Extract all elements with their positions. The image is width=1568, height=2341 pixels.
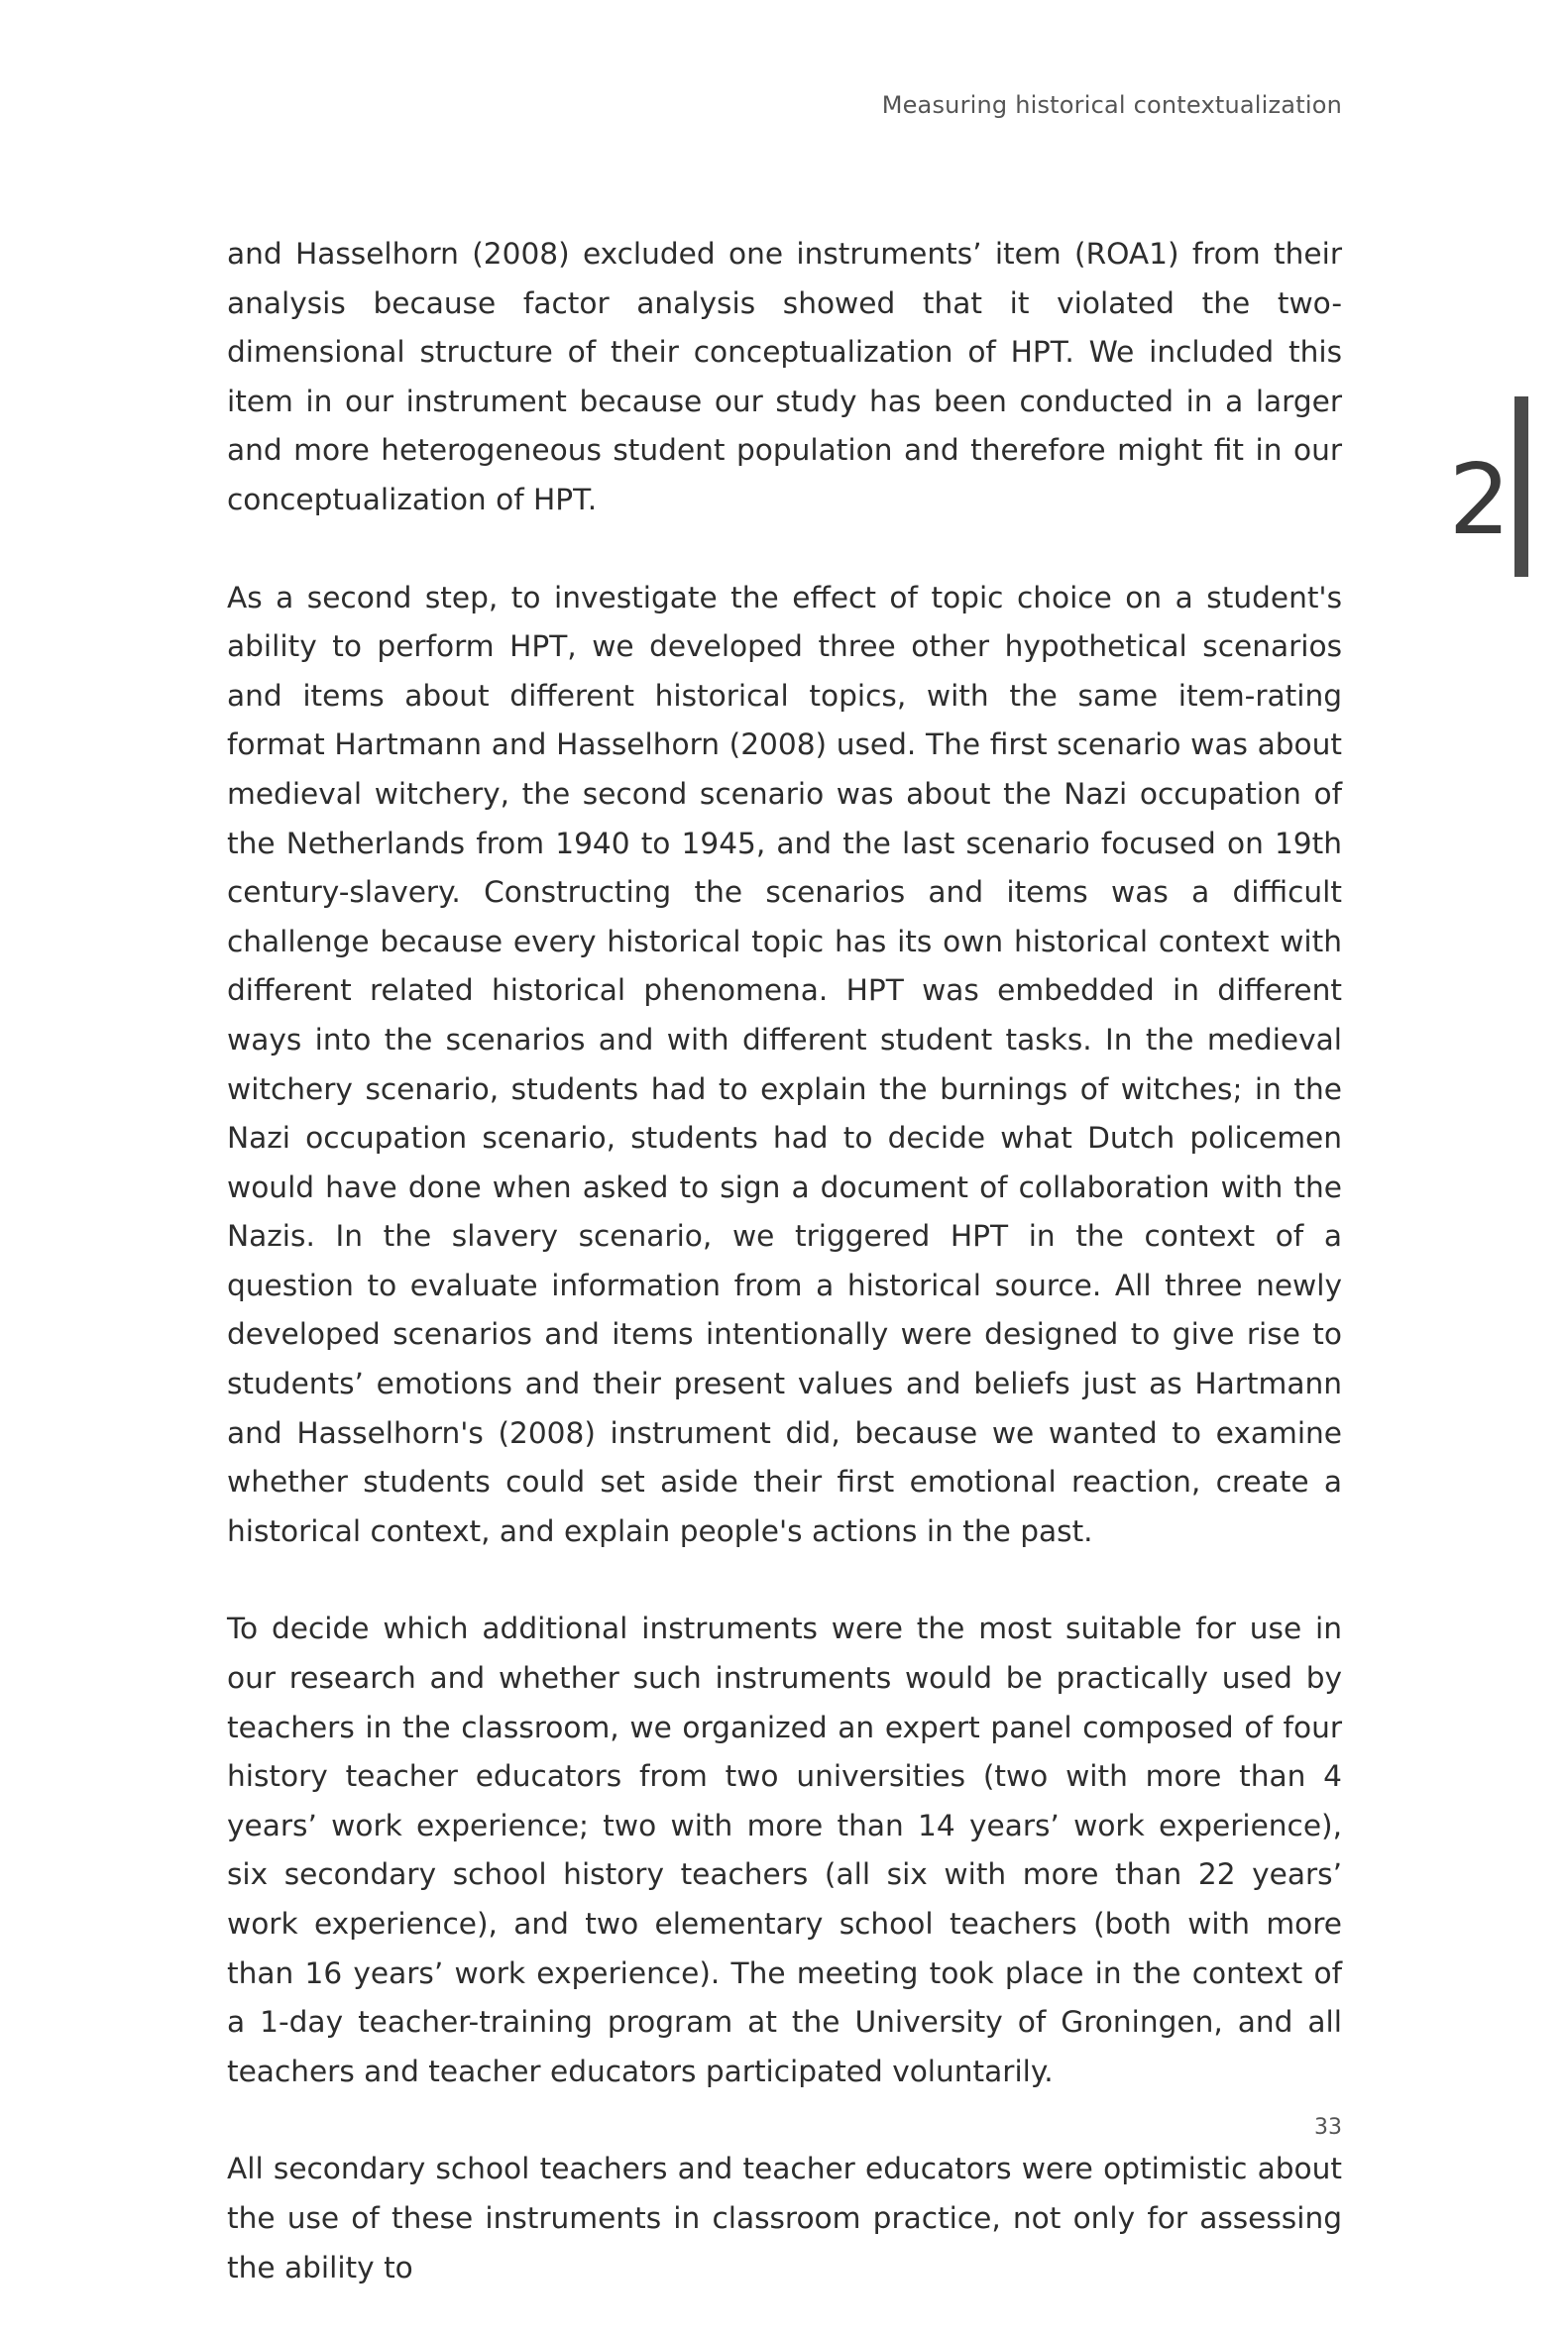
paragraph: To decide which additional instruments were the most suitable for use in our research and whether such instruments would be practically used by teachers in the classroom, we organized an expert panel composed of four history teacher educators from two universities (two with more than 4 years’ work experience; two with more than 14 years’ work experience), six secondary school history teachers (all six with more than 22 years’ work experience), and two elementary school teachers (both with more than 16 years’ work experience). The meeting took place in the context of a 1-day teacher-training program at the University of Groningen, and all teachers and teacher educators participated voluntarily. bbox=[227, 1612, 1342, 2088]
paragraph: All secondary school teachers and teacher educators were optimistic about the use of these instruments in classroom practice, not only for assessing the ability to bbox=[227, 2152, 1342, 2285]
paragraph: and Hasselhorn (2008) excluded one instruments’ item (ROA1) from their analysis because factor analysis showed that it violated the two-dimensional structure of their conceptualization of HPT. We included this item in our instrument because our study has been conducted in a larger and more heterogeneous student population and therefore might fit in our conceptualization of HPT. bbox=[227, 237, 1342, 516]
chapter-bar bbox=[1514, 396, 1528, 577]
running-header-title: Measuring historical contextualization bbox=[881, 91, 1342, 119]
paragraph: As a second step, to investigate the effect of topic choice on a student's ability to perform HPT, we developed three other hypothetical scenarios and items about different historical topics, with the same item-rating format Hartmann and Hasselhorn (2008) used. The first scenario was about medieval witchery, the second scenario was about the Nazi occupation of the Netherlands from 1940 to 1945, and the last scenario focused on 19th century-slavery. Constructing the scenarios and items was a difficult challenge because every historical topic has its own historical context with different related historical phenomena. HPT was embedded in different ways into the scenarios and with different student tasks. In the medieval witchery scenario, students had to explain the burnings of witches; in the Nazi occupation scenario, students had to decide what Dutch policemen would have done when asked to sign a document of collaboration with the Nazis. In the slavery scenario, we triggered HPT in the context of a question to evaluate information from a historical source. All three newly developed scenarios and items intentionally were designed to give rise to students’ emotions and their present values and beliefs just as Hartmann and Hasselhorn's (2008) instrument did, because we wanted to examine whether students could set aside their first emotional reaction, create a historical context, and explain people's actions in the past. bbox=[227, 580, 1342, 1548]
page-number: 33 bbox=[1314, 2115, 1342, 2140]
chapter-number: 2 bbox=[1448, 444, 1511, 557]
body-text bbox=[227, 230, 1342, 2341]
